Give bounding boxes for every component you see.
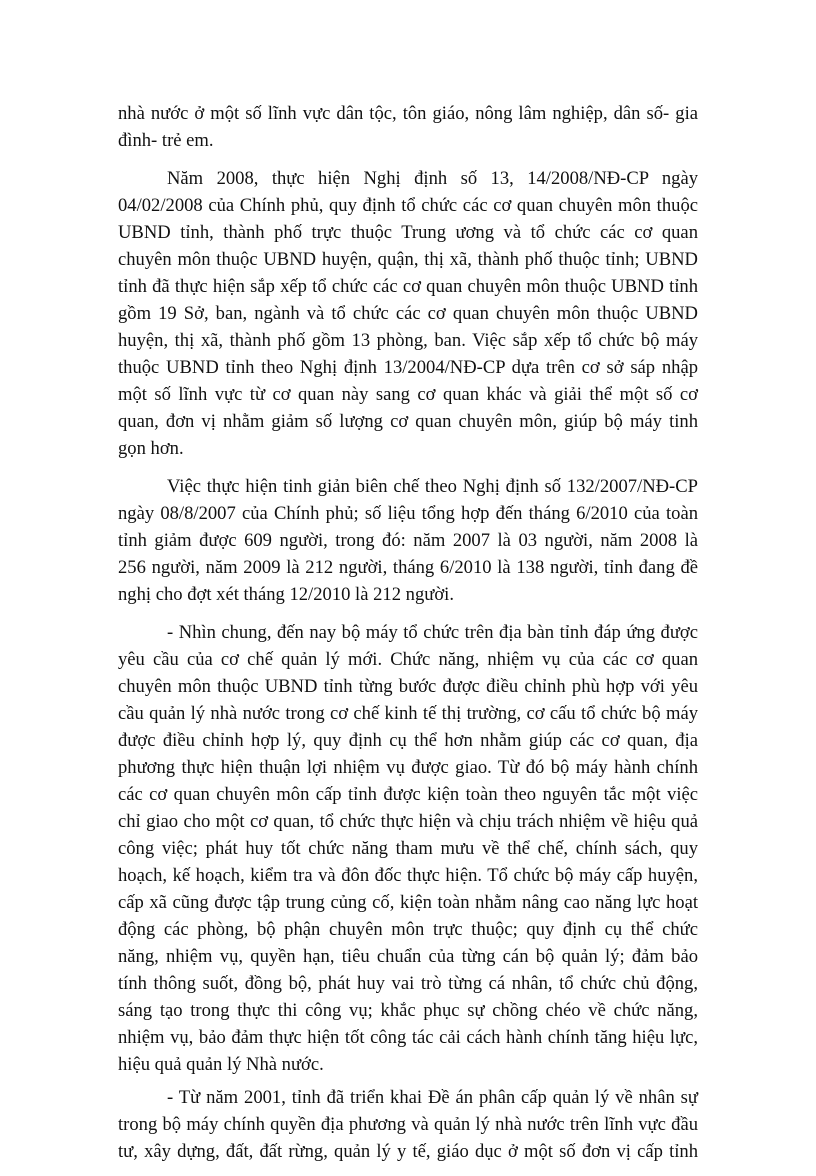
text-line: đình- trẻ em. xyxy=(118,130,214,151)
text-line: tính thông suốt, đồng bộ, phát huy vai trò từng cá nhân, tổ chức chủ động, xyxy=(118,973,698,994)
text-line: năng, nhiệm vụ, quyền hạn, tiêu chuẩn của từng cán bộ quản lý; đảm bảo xyxy=(118,946,698,967)
text-line: tỉnh giảm được 609 người, trong đó: năm 2007 là 03 người, năm 2008 là xyxy=(118,530,698,551)
text-line: sáng tạo trong thực thi công vụ; khắc phục sự chồng chéo về chức năng, xyxy=(118,1000,698,1021)
text-line: hoạch, kế hoạch, kiểm tra và đôn đốc thực hiện. Tổ chức bộ máy cấp huyện, xyxy=(118,865,698,886)
text-line: - Từ năm 2001, tỉnh đã triển khai Đề án phân cấp quản lý về nhân sự xyxy=(167,1087,698,1108)
text-line: yêu cầu của cơ chế quản lý mới. Chức năng, nhiệm vụ của các cơ quan xyxy=(118,649,698,670)
text-line: 04/02/2008 của Chính phủ, quy định tổ chức các cơ quan chuyên môn thuộc xyxy=(118,195,698,216)
text-line: các cơ quan chuyên môn cấp tỉnh được kiện toàn theo nguyên tắc một việc xyxy=(118,784,698,805)
text-line: nghị cho đợt xét tháng 12/2010 là 212 người. xyxy=(118,584,454,605)
text-line: hiệu quả quản lý Nhà nước. xyxy=(118,1054,324,1075)
paragraph-staff-reduction xyxy=(118,473,698,608)
text-line: chỉ giao cho một cơ quan, tổ chức thực hiện và chịu trách nhiệm về hiệu quả xyxy=(118,811,698,832)
text-line: động các phòng, bộ phận chuyên môn trực thuộc; quy định cụ thể chức xyxy=(118,919,698,940)
text-line: chuyên môn thuộc UBND tỉnh từng bước được điều chỉnh phù hợp với yêu xyxy=(118,676,698,697)
text-line: nhiệm vụ, bảo đảm thực hiện tốt công tác cải cách hành chính tăng hiệu lực, xyxy=(118,1027,698,1048)
paragraph-decentralization xyxy=(118,1084,698,1165)
text-line: thuộc UBND tỉnh theo Nghị định 13/2004/NĐ-CP dựa trên cơ sở sáp nhập xyxy=(118,357,698,378)
text-line: nhà nước ở một số lĩnh vực dân tộc, tôn giáo, nông lâm nghiệp, dân số- gia xyxy=(118,103,698,124)
text-line: 256 người, năm 2009 là 212 người, tháng 6/2010 là 138 người, tỉnh đang đề xyxy=(118,557,698,578)
text-line: phương thực hiện thuận lợi nhiệm vụ được giao. Từ đó bộ máy hành chính xyxy=(118,757,698,778)
paragraph-continuation xyxy=(118,100,698,154)
text-line: trong bộ máy chính quyền địa phương và quản lý nhà nước trên lĩnh vực đầu xyxy=(118,1114,698,1135)
text-line: tỉnh đã thực hiện sắp xếp tổ chức các cơ quan chuyên môn thuộc UBND tỉnh xyxy=(118,276,698,297)
paragraph-2008-reorganization xyxy=(118,165,698,462)
text-line: cấp xã cũng được tập trung củng cố, kiện toàn nhằm nâng cao năng lực hoạt xyxy=(118,892,698,913)
paragraph-general-assessment xyxy=(118,619,698,1078)
text-line: gồm 19 Sở, ban, ngành và tổ chức các cơ quan chuyên môn thuộc UBND xyxy=(118,303,698,324)
document-body xyxy=(118,100,698,1176)
text-line: một số lĩnh vực từ cơ quan này sang cơ quan khác và giải thể một số cơ xyxy=(118,384,698,405)
text-line: được điều chỉnh hợp lý, quy định cụ thể hơn nhằm giúp các cơ quan, địa xyxy=(118,730,698,751)
text-line: Việc thực hiện tinh giản biên chế theo Nghị định số 132/2007/NĐ-CP xyxy=(167,476,698,497)
text-line: chuyên môn thuộc UBND huyện, quận, thị xã, thành phố thuộc tỉnh; UBND xyxy=(118,249,698,270)
text-line: công việc; phát huy tốt chức năng tham mưu về thể chế, chính sách, quy xyxy=(118,838,698,859)
text-line: quan, đơn vị nhằm giảm số lượng cơ quan chuyên môn, giúp bộ máy tinh xyxy=(118,411,698,432)
text-line: tư, xây dựng, đất, đất rừng, quản lý y tế, giáo dục ở một số đơn vị cấp tỉnh xyxy=(118,1141,698,1162)
text-line: ngày 08/8/2007 của Chính phủ; số liệu tổng hợp đến tháng 6/2010 của toàn xyxy=(118,503,698,524)
text-line: gọn hơn. xyxy=(118,438,184,459)
text-line: huyện, thị xã, thành phố gồm 13 phòng, ban. Việc sắp xếp tổ chức bộ máy xyxy=(118,330,698,351)
text-line: Năm 2008, thực hiện Nghị định số 13, 14/2008/NĐ-CP ngày xyxy=(167,168,698,189)
text-line: cầu quản lý nhà nước trong cơ chế kinh tế thị trường, cơ cấu tổ chức bộ máy xyxy=(118,703,698,724)
text-line: UBND tỉnh, thành phố trực thuộc Trung ương và tổ chức các cơ quan xyxy=(118,222,698,243)
text-line: - Nhìn chung, đến nay bộ máy tổ chức trên địa bàn tỉnh đáp ứng được xyxy=(167,622,698,643)
